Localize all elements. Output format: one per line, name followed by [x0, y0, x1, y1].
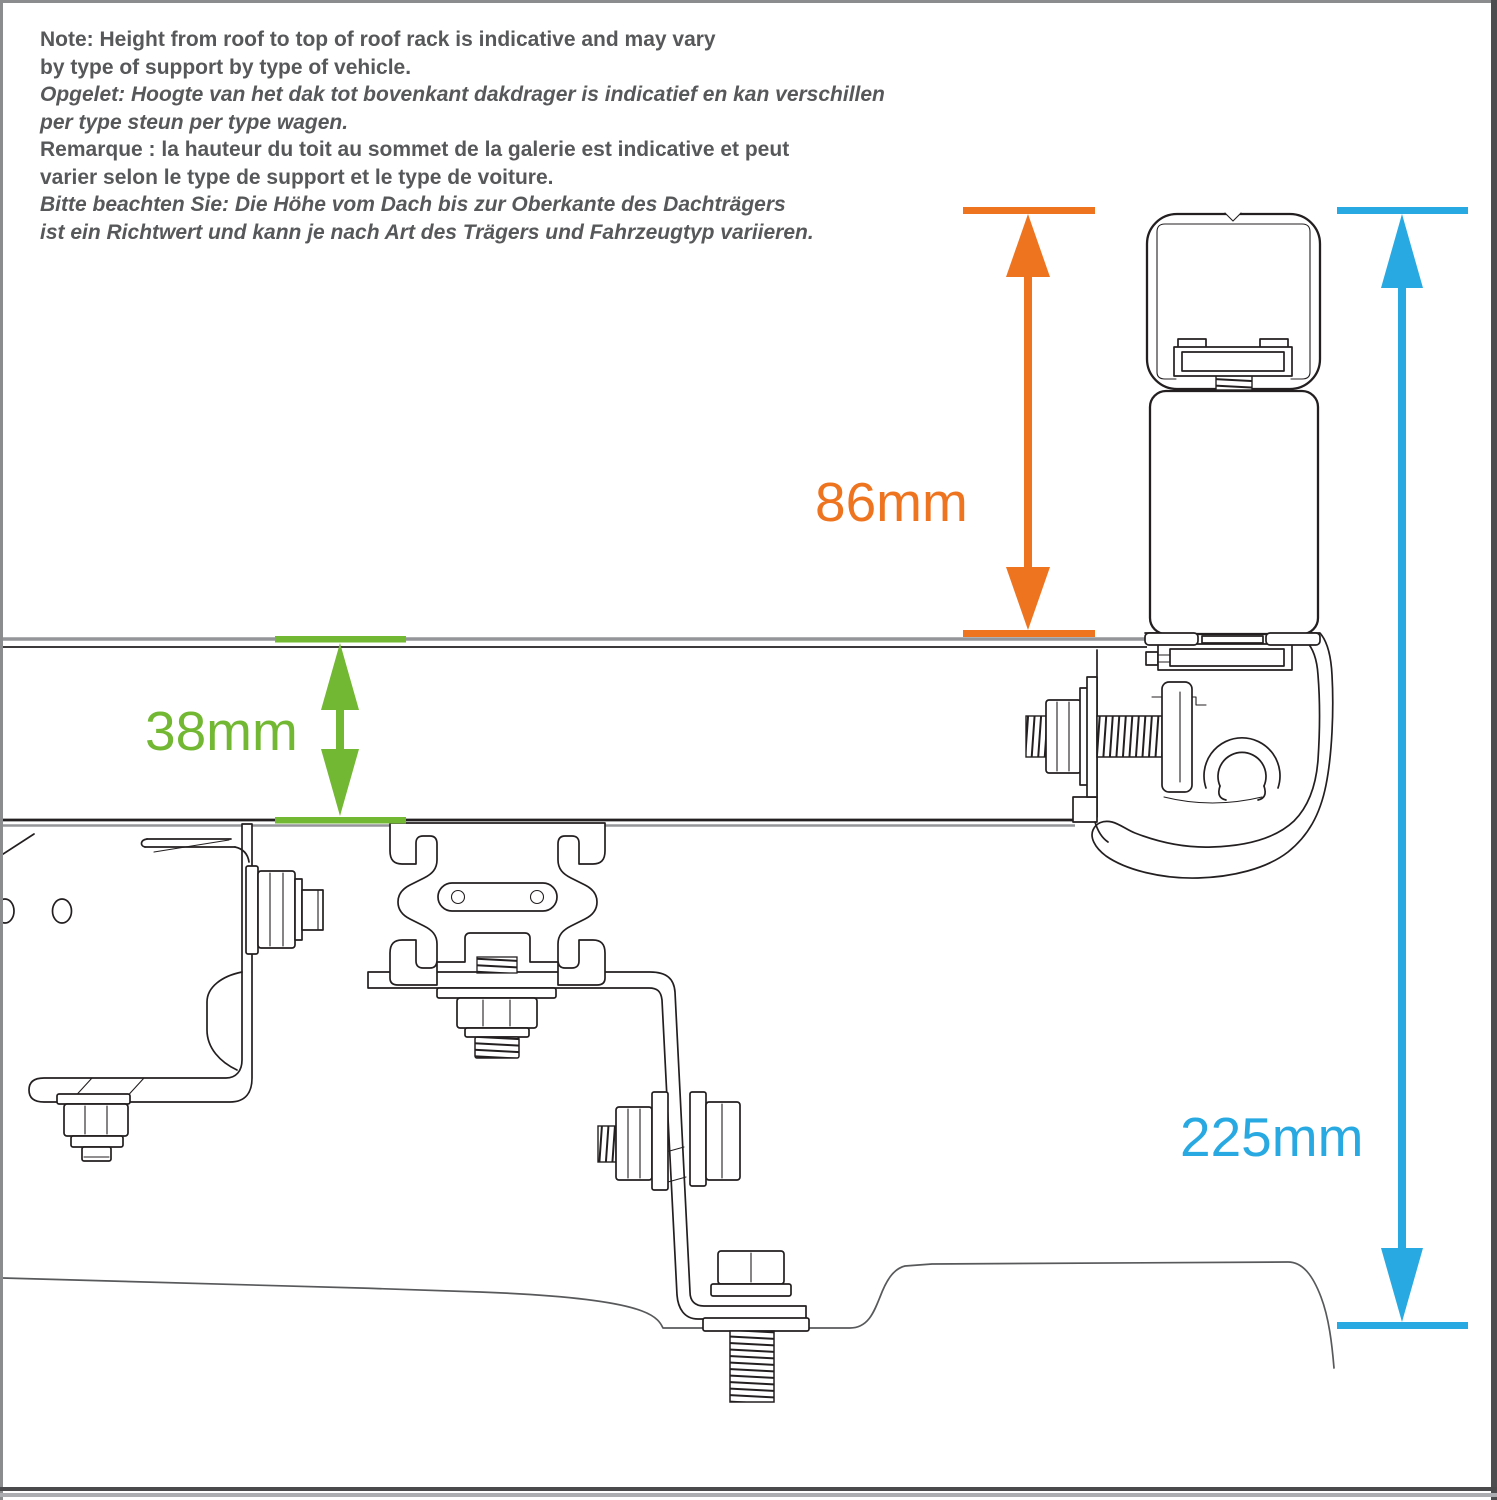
bracket-bottom-nut	[57, 1094, 130, 1161]
frame-border-right	[1491, 0, 1497, 1500]
frame-border-bottom	[0, 1487, 1497, 1491]
clamp-bolt	[1026, 677, 1162, 797]
note-line-de-1: Bitte beachten Sie: Die Höhe vom Dach bis zur Oberkante des Dachträgers	[40, 193, 786, 216]
frame-border-top	[0, 0, 1497, 3]
note-line-en-1: Note: Height from roof to top of roof rack is indicative and may vary	[40, 28, 716, 51]
adapter-nut-stack	[437, 988, 556, 1058]
t-slot-adapter	[390, 823, 605, 1058]
frame-border-bottom-light	[0, 1493, 1497, 1497]
bracket-side-bolt	[246, 866, 323, 954]
z-bracket-foot-bolt	[703, 1251, 809, 1402]
bar-thickness-label: 38mm	[145, 700, 298, 762]
fixed-point-bracket	[0, 824, 323, 1161]
note-line-de-2: ist ein Richtwert und kann je nach Art des Trägers und Fahrzeugtyp variieren.	[40, 220, 814, 244]
clamp-jaw-plate	[1162, 682, 1192, 792]
note-line-fr-2: varier selon le type de support et le type de voiture.	[40, 165, 554, 189]
support-tower	[1145, 383, 1320, 645]
total-height-label: 225mm	[1180, 1106, 1364, 1168]
clamp-upper-slot	[1146, 644, 1292, 670]
note-line-en-2: by type of support by type of vehicle.	[40, 55, 412, 79]
bracket-hole	[53, 899, 72, 923]
car-roofline	[3, 1262, 1334, 1368]
note-line-nl-1: Opgelet: Hoogte van het dak tot bovenkant dakdrager is indicatief en kan verschillen	[40, 83, 885, 106]
clamp-clip-cutout	[1204, 738, 1280, 800]
note-line-fr-1: Remarque : la hauteur du toit au sommet de la galerie est indicative et peut	[40, 138, 790, 161]
rack-height-label: 86mm	[815, 471, 968, 533]
dimension-rack-height	[815, 207, 1095, 637]
dimension-bar-thickness	[145, 636, 406, 824]
frame-border-left	[0, 0, 3, 1500]
roof-rack-foot-clamp	[1026, 633, 1333, 878]
note-line-nl-2: per type steun per type wagen.	[40, 110, 349, 134]
z-bracket	[368, 972, 809, 1402]
crossbar-end-profile	[1147, 213, 1320, 391]
